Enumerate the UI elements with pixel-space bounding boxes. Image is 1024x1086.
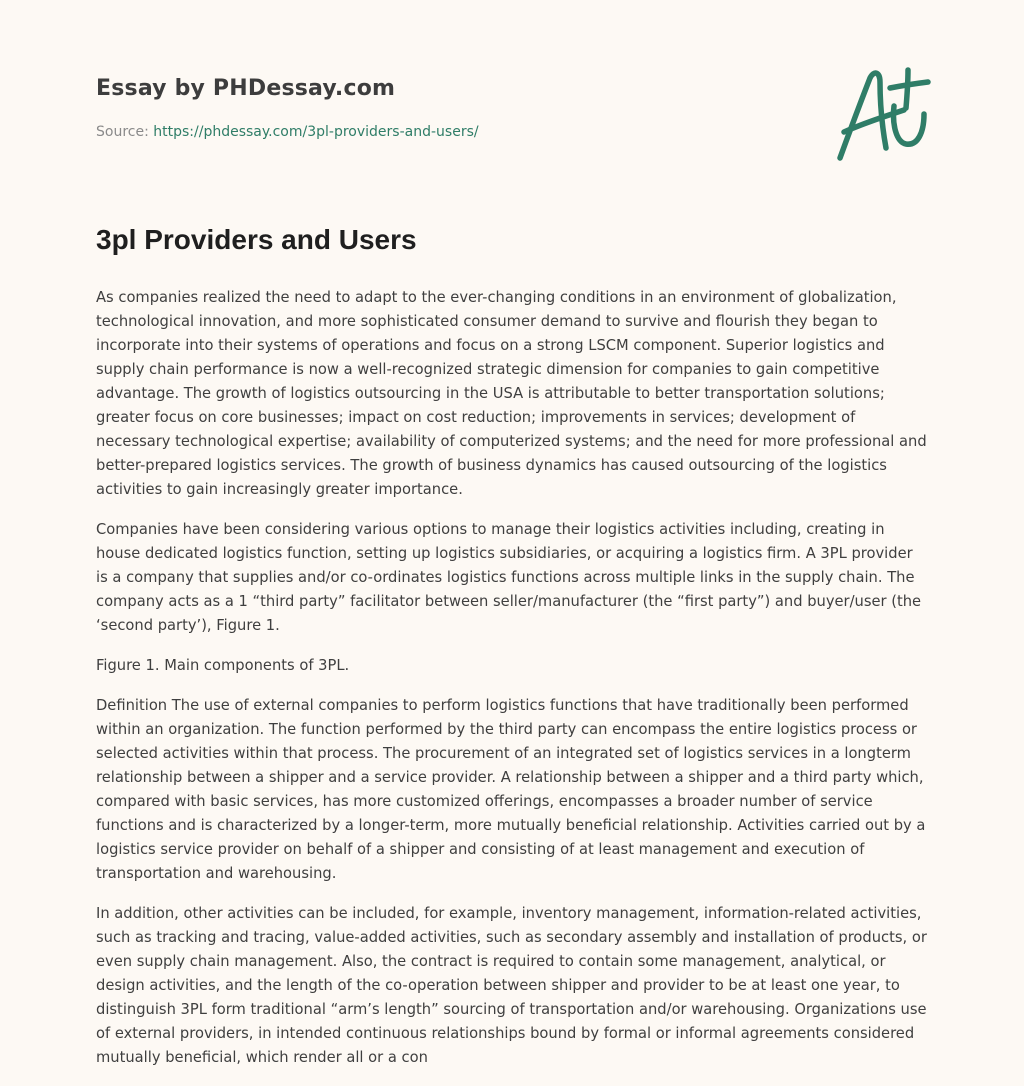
paragraph-2: Companies have been considering various options to manage their logistics activities including, creating in house dedicated logistics function, setting up logistics subsidiaries, or acquiring a logistics firm. A 3PL provider is a company that supplies and/or co-ordinates logistics functions across multiple links in the supply chain. The company acts as a 1 “third party” facilitator between seller/manufacturer (the “first party”) and buyer/user (the ‘second party’), Figure 1.	[96, 521, 922, 634]
site-brand: Essay by PHDessay.com	[96, 76, 396, 101]
article-body	[96, 286, 928, 1086]
a-plus-logo-icon	[828, 66, 932, 166]
source-line	[96, 124, 479, 140]
source-label: Source:	[96, 124, 154, 140]
paragraph-4: In addition, other activities can be included, for example, inventory management, information-related activities, such as tracking and tracing, value-added activities, such as secondary assembly and installation of products, or even supply chain management. Also, the contract is required to contain some management, analytical, or design activities, and the length of the co-operation between shipper and provider to be at least one year, to distinguish 3PL form traditional “arm’s length” sourcing of transportation and/or warehousing. Organizations use of external providers, in intended continuous relationships bound by formal or informal agreements considered mutually beneficial, which render all or a con	[96, 905, 927, 1066]
paragraph-1: As companies realized the need to adapt to the ever-changing conditions in an environment of globalization, technological innovation, and more sophisticated consumer demand to survive and flourish they began to incorporate into their systems of operations and focus on a strong LSCM component. Superior logistics and supply chain performance is now a well-recognized strategic dimension for companies to gain competitive advantage. The growth of logistics outsourcing in the USA is attributable to better transportation solutions; greater focus on core businesses; impact on cost reduction; improvements in services; development of necessary technological expertise; availability of computerized systems; and the need for more professional and better-prepared logistics services. The growth of business dynamics has caused outsourcing of the logistics activities to gain increasingly greater importance.	[96, 289, 927, 498]
figure-caption: Figure 1. Main components of 3PL.	[96, 657, 350, 674]
paragraph-3: Definition The use of external companies to perform logistics functions that have traditionally been performed within an organization. The function performed by the third party can encompass the entire logistics process or selected activities within that process. The procurement of an integrated set of logistics services in a longterm relationship between a shipper and a service provider. A relationship between a shipper and a third party which, compared with basic services, has more customized offerings, encompasses a broader number of service functions and is characterized by a longer-term, more mutually beneficial relationship. Activities carried out by a logistics service provider on behalf of a shipper and consisting of at least management and execution of transportation and warehousing.	[96, 697, 926, 882]
header	[96, 0, 928, 200]
article-title: 3pl Providers and Users	[96, 224, 417, 255]
source-link[interactable]: https://phdessay.com/3pl-providers-and-users/	[153, 124, 479, 140]
